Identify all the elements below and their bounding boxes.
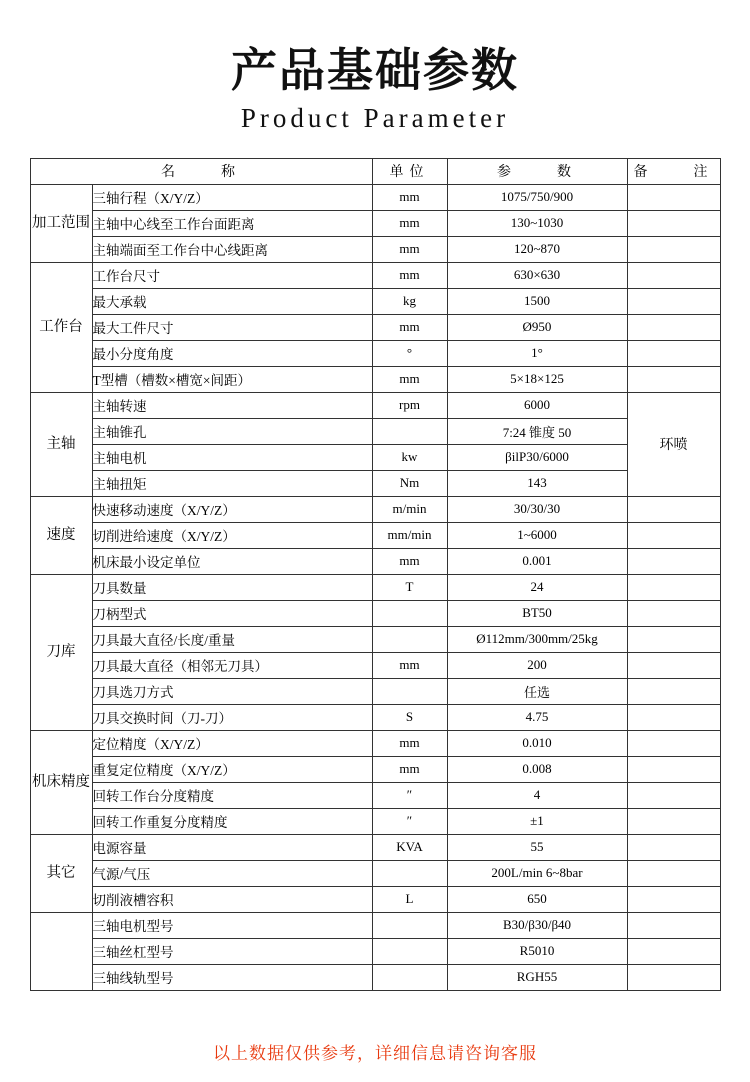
parameter-unit: mm [372, 366, 447, 392]
parameter-name: 三轴行程（X/Y/Z） [92, 184, 372, 210]
parameter-note [627, 782, 720, 808]
parameter-value: BT50 [447, 600, 627, 626]
parameter-unit [372, 860, 447, 886]
parameter-value: R5010 [447, 938, 627, 964]
parameter-note [627, 522, 720, 548]
parameter-unit: m/min [372, 496, 447, 522]
parameter-unit: mm [372, 210, 447, 236]
parameter-value: 1075/750/900 [447, 184, 627, 210]
parameter-note [627, 808, 720, 834]
group-label: 加工范围 [30, 184, 92, 262]
parameter-note [627, 834, 720, 860]
parameter-note [627, 288, 720, 314]
parameter-name: 快速移动速度（X/Y/Z） [92, 496, 372, 522]
parameter-value: βilP30/6000 [447, 444, 627, 470]
table-row [30, 782, 720, 808]
parameter-note [627, 730, 720, 756]
parameter-note [627, 340, 720, 366]
table-row [30, 444, 720, 470]
parameter-note: 环喷 [627, 392, 720, 496]
parameter-value: 200L/min 6~8bar [447, 860, 627, 886]
parameter-name: 气源/气压 [92, 860, 372, 886]
parameter-name: 三轴线轨型号 [92, 964, 372, 990]
table-row [30, 652, 720, 678]
parameter-unit: kg [372, 288, 447, 314]
parameter-unit [372, 678, 447, 704]
table-row [30, 912, 720, 938]
table-row [30, 288, 720, 314]
parameter-note [627, 574, 720, 600]
parameter-name: 刀具选刀方式 [92, 678, 372, 704]
parameter-unit [372, 626, 447, 652]
parameter-table [30, 158, 721, 991]
parameter-name: 定位精度（X/Y/Z） [92, 730, 372, 756]
group-label: 其它 [30, 834, 92, 912]
parameter-note [627, 184, 720, 210]
parameter-unit: ″ [372, 808, 447, 834]
parameter-value: 1500 [447, 288, 627, 314]
group-label: 速度 [30, 496, 92, 574]
parameter-note [627, 626, 720, 652]
title-block [0, 0, 750, 134]
table-row [30, 574, 720, 600]
parameter-unit [372, 912, 447, 938]
parameter-name: 刀具最大直径/长度/重量 [92, 626, 372, 652]
table-row [30, 496, 720, 522]
table-row [30, 184, 720, 210]
parameter-note [627, 652, 720, 678]
parameter-name: 刀具交换时间（刀-刀） [92, 704, 372, 730]
table-row [30, 548, 720, 574]
parameter-value: 200 [447, 652, 627, 678]
parameter-name: 主轴转速 [92, 392, 372, 418]
parameter-name: 切削进给速度（X/Y/Z） [92, 522, 372, 548]
parameter-value: 4.75 [447, 704, 627, 730]
parameter-note [627, 756, 720, 782]
parameter-note [627, 704, 720, 730]
parameter-unit [372, 600, 447, 626]
group-label: 刀库 [30, 574, 92, 730]
parameter-unit: T [372, 574, 447, 600]
parameter-name: 电源容量 [92, 834, 372, 860]
parameter-note [627, 262, 720, 288]
parameter-name: 三轴电机型号 [92, 912, 372, 938]
parameter-name: 三轴丝杠型号 [92, 938, 372, 964]
table-row [30, 392, 720, 418]
group-label [30, 912, 92, 990]
parameter-unit: mm [372, 184, 447, 210]
parameter-value: 24 [447, 574, 627, 600]
table-row [30, 314, 720, 340]
parameter-note [627, 938, 720, 964]
parameter-name: 刀具最大直径（相邻无刀具） [92, 652, 372, 678]
parameter-name: 机床最小设定单位 [92, 548, 372, 574]
parameter-value: 630×630 [447, 262, 627, 288]
parameter-unit: mm/min [372, 522, 447, 548]
page-title-cn: 产品基础参数 [231, 43, 519, 97]
parameter-unit: S [372, 704, 447, 730]
parameter-value: Β30/β30/β40 [447, 912, 627, 938]
parameter-name: 刀柄型式 [92, 600, 372, 626]
parameter-value: 30/30/30 [447, 496, 627, 522]
parameter-unit: mm [372, 548, 447, 574]
table-row [30, 834, 720, 860]
parameter-note [627, 886, 720, 912]
parameter-name: 重复定位精度（X/Y/Z） [92, 756, 372, 782]
parameter-unit: kw [372, 444, 447, 470]
table-header-value: 参 数 [447, 158, 627, 184]
footer-note: 以上数据仅供参考，详细信息请咨询客服 [213, 1044, 537, 1064]
parameter-name: 刀具数量 [92, 574, 372, 600]
parameter-unit: ″ [372, 782, 447, 808]
parameter-name: 主轴端面至工作台中心线距离 [92, 236, 372, 262]
parameter-unit: mm [372, 236, 447, 262]
parameter-name: 切削液槽容积 [92, 886, 372, 912]
parameter-note [627, 314, 720, 340]
parameter-unit [372, 964, 447, 990]
table-row [30, 678, 720, 704]
parameter-value: 6000 [447, 392, 627, 418]
table-row [30, 366, 720, 392]
parameter-unit [372, 418, 447, 444]
table-row [30, 600, 720, 626]
parameter-name: T型槽（槽数×槽宽×间距） [92, 366, 372, 392]
parameter-note [627, 210, 720, 236]
group-label: 工作台 [30, 262, 92, 392]
parameter-value: 7:24 锥度 50 [447, 418, 627, 444]
table-row [30, 938, 720, 964]
table-header [30, 158, 720, 184]
parameter-value: RGH55 [447, 964, 627, 990]
parameter-unit: mm [372, 262, 447, 288]
parameter-name: 回转工作重复分度精度 [92, 808, 372, 834]
table-header-note: 备 注 [627, 158, 720, 184]
parameter-note [627, 678, 720, 704]
parameter-note [627, 860, 720, 886]
group-label: 机床精度 [30, 730, 92, 834]
parameter-value: Ø112mm/300mm/25kg [447, 626, 627, 652]
parameter-value: 55 [447, 834, 627, 860]
parameter-note [627, 236, 720, 262]
table-row [30, 262, 720, 288]
table-body [30, 184, 720, 990]
parameter-unit: Nm [372, 470, 447, 496]
parameter-unit: mm [372, 756, 447, 782]
parameter-name: 回转工作台分度精度 [92, 782, 372, 808]
parameter-note [627, 548, 720, 574]
parameter-note [627, 496, 720, 522]
table-row [30, 418, 720, 444]
parameter-unit: mm [372, 730, 447, 756]
parameter-name: 最大承载 [92, 288, 372, 314]
table-row [30, 522, 720, 548]
table-header-name: 名 称 [30, 158, 372, 184]
table-row [30, 470, 720, 496]
parameter-unit: L [372, 886, 447, 912]
parameter-value: 任选 [447, 678, 627, 704]
parameter-value: 1~6000 [447, 522, 627, 548]
table-row [30, 730, 720, 756]
parameter-value: ±1 [447, 808, 627, 834]
parameter-value: 120~870 [447, 236, 627, 262]
parameter-name: 最小分度角度 [92, 340, 372, 366]
table-row [30, 756, 720, 782]
parameter-note [627, 912, 720, 938]
parameter-value: 0.010 [447, 730, 627, 756]
table-row [30, 626, 720, 652]
parameter-note [627, 366, 720, 392]
parameter-value: 5×18×125 [447, 366, 627, 392]
table-row [30, 210, 720, 236]
parameter-unit [372, 938, 447, 964]
table-row [30, 808, 720, 834]
table-row [30, 964, 720, 990]
parameter-name: 最大工件尺寸 [92, 314, 372, 340]
parameter-unit: mm [372, 314, 447, 340]
parameter-value: 130~1030 [447, 210, 627, 236]
table-row [30, 704, 720, 730]
parameter-value: 4 [447, 782, 627, 808]
parameter-name: 主轴电机 [92, 444, 372, 470]
parameter-name: 主轴锥孔 [92, 418, 372, 444]
group-label: 主轴 [30, 392, 92, 496]
parameter-value: 650 [447, 886, 627, 912]
table-row [30, 340, 720, 366]
parameter-note [627, 600, 720, 626]
parameter-value: 143 [447, 470, 627, 496]
parameter-unit: ° [372, 340, 447, 366]
parameter-value: 0.001 [447, 548, 627, 574]
parameter-value: Ø950 [447, 314, 627, 340]
parameter-unit: mm [372, 652, 447, 678]
parameter-name: 主轴中心线至工作台面距离 [92, 210, 372, 236]
parameter-note [627, 964, 720, 990]
parameter-value: 0.008 [447, 756, 627, 782]
table-row [30, 236, 720, 262]
table-row [30, 886, 720, 912]
page-title-en: Product Parameter [240, 102, 510, 133]
parameter-unit: rpm [372, 392, 447, 418]
parameter-name: 主轴扭矩 [92, 470, 372, 496]
table-row [30, 860, 720, 886]
parameter-value: 1° [447, 340, 627, 366]
parameter-name: 工作台尺寸 [92, 262, 372, 288]
table-header-row [30, 158, 720, 184]
table-header-unit: 单位 [372, 158, 447, 184]
parameter-unit: KVA [372, 834, 447, 860]
